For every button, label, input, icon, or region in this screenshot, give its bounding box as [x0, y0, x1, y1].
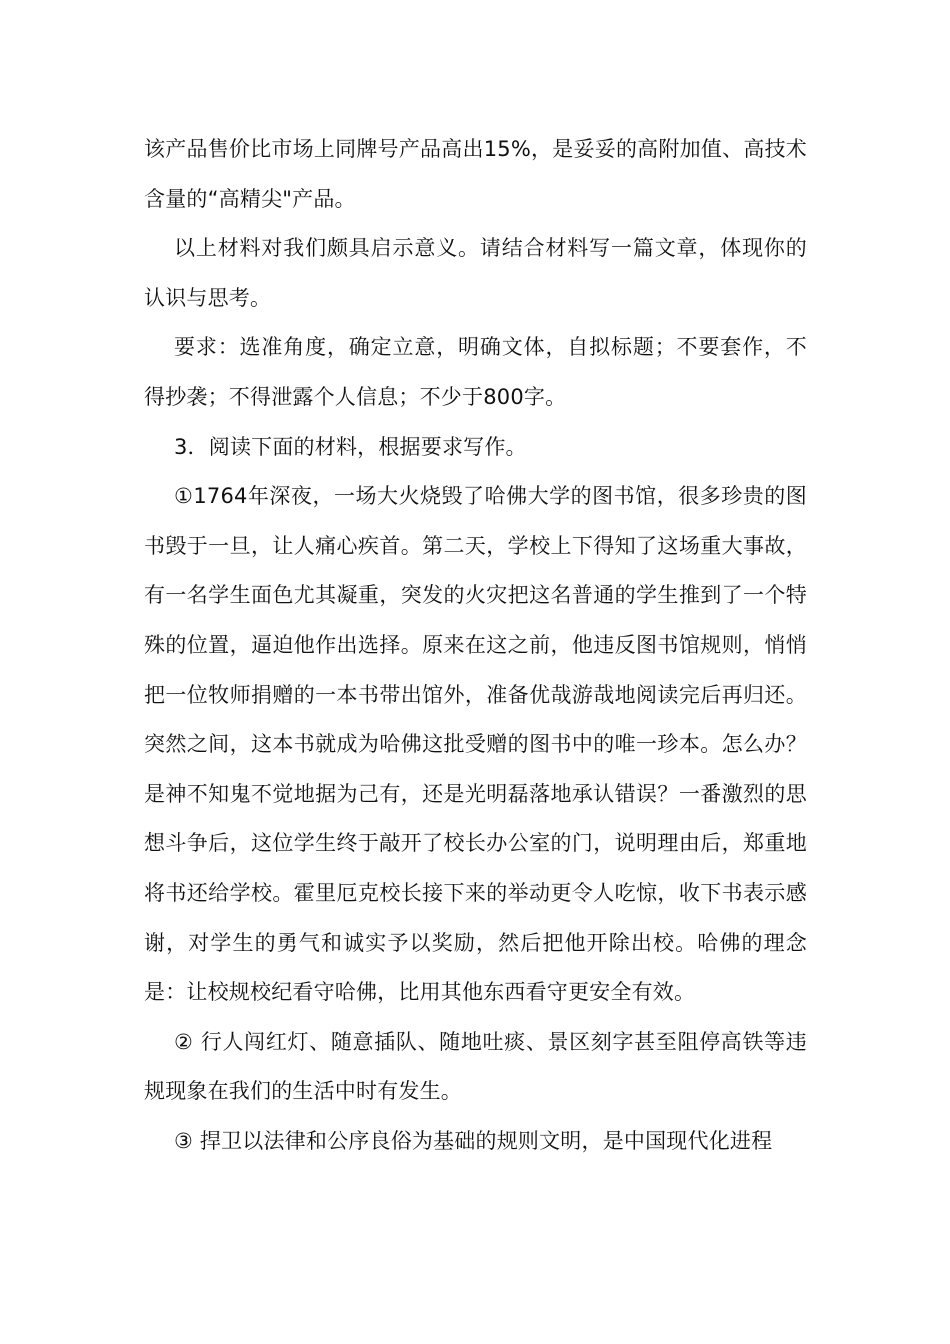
paragraph-writing-prompt: 以上材料对我们颇具启示意义。请结合材料写一篇文章，体现你的认识与思考。 — [144, 236, 807, 310]
paragraph-material-3: ③ 捍卫以法律和公序良俗为基础的规则文明，是中国现代化进程 — [174, 1128, 773, 1153]
document-body — [144, 125, 807, 1166]
paragraph-material-2: ② 行人闯红灯、随意插队、随地吐痰、景区刻字甚至阻停高铁等违规现象在我们的生活中时有发生。 — [144, 1029, 807, 1104]
paragraph-question-3: 3．阅读下面的材料，根据要求写作。 — [174, 434, 527, 459]
paragraph-material-1: ①1764年深夜，一场大火烧毁了哈佛大学的图书馆，很多珍贵的图书毁于一旦，让人痛心疾首。第二天，学校上下得知了这场重大事故，有一名学生面色尤其凝重，突发的火灾把这名普通的学生推到了一个特殊的位置，逼迫他作出选择。原来在这之前，他违反图书馆规则，悄悄把一位牧师捐赠的一本书带出馆外，准备优哉游哉地阅读完后再归还。突然之间，这本书就成为哈佛这批受赠的图书中的唯一珍本。怎么办？是神不知鬼不觉地据为己有，还是光明磊落地承认错误？一番激烈的思想斗争后，这位学生终于敲开了校长办公室的门，说明理由后，郑重地将书还给学校。霍里厄克校长接下来的举动更令人吃惊，收下书表示感谢，对学生的勇气和诚实予以奖励，然后把他开除出校。哈佛的理念是：让校规校纪看守哈佛，比用其他东西看守更安全有效。 — [144, 484, 807, 1005]
paragraph-requirements: 要求：选准角度，确定立意，明确文体，自拟标题；不要套作，不得抄袭；不得泄露个人信息；不少于800字。 — [144, 335, 807, 409]
paragraph-product-price: 该产品售价比市场上同牌号产品高出15%，是妥妥的高附加值、高技术含量的“高精尖"产品。 — [144, 137, 807, 211]
